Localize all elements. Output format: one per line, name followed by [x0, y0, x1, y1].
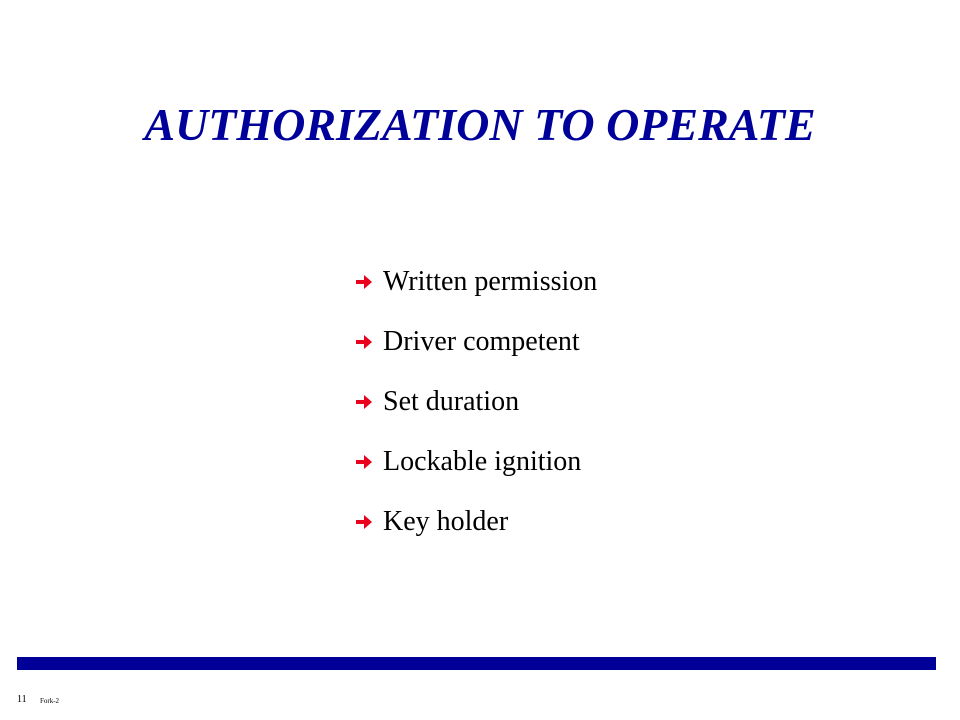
bullet-item: [355, 372, 597, 432]
bullet-list: [355, 252, 597, 552]
footer-bar: [17, 657, 936, 670]
bullet-text: Written permission: [383, 266, 598, 297]
bullet-text: Driver competent: [383, 326, 580, 357]
right-arrow-icon: [355, 513, 373, 531]
slide-number: 11: [17, 694, 27, 705]
bullet-text: Key holder: [383, 506, 509, 537]
right-arrow-icon: [355, 333, 373, 351]
slide-title: AUTHORIZATION TO OPERATE: [144, 99, 816, 150]
bullet-item: [355, 432, 597, 492]
right-arrow-icon: [355, 453, 373, 471]
bullet-item: [355, 312, 597, 372]
bullet-text: Lockable ignition: [383, 446, 582, 477]
bullet-item: [355, 252, 597, 312]
slide-code: Fork-2: [40, 697, 60, 705]
bullet-item: [355, 492, 597, 552]
right-arrow-icon: [355, 273, 373, 291]
bullet-text: Set duration: [383, 386, 520, 417]
right-arrow-icon: [355, 393, 373, 411]
